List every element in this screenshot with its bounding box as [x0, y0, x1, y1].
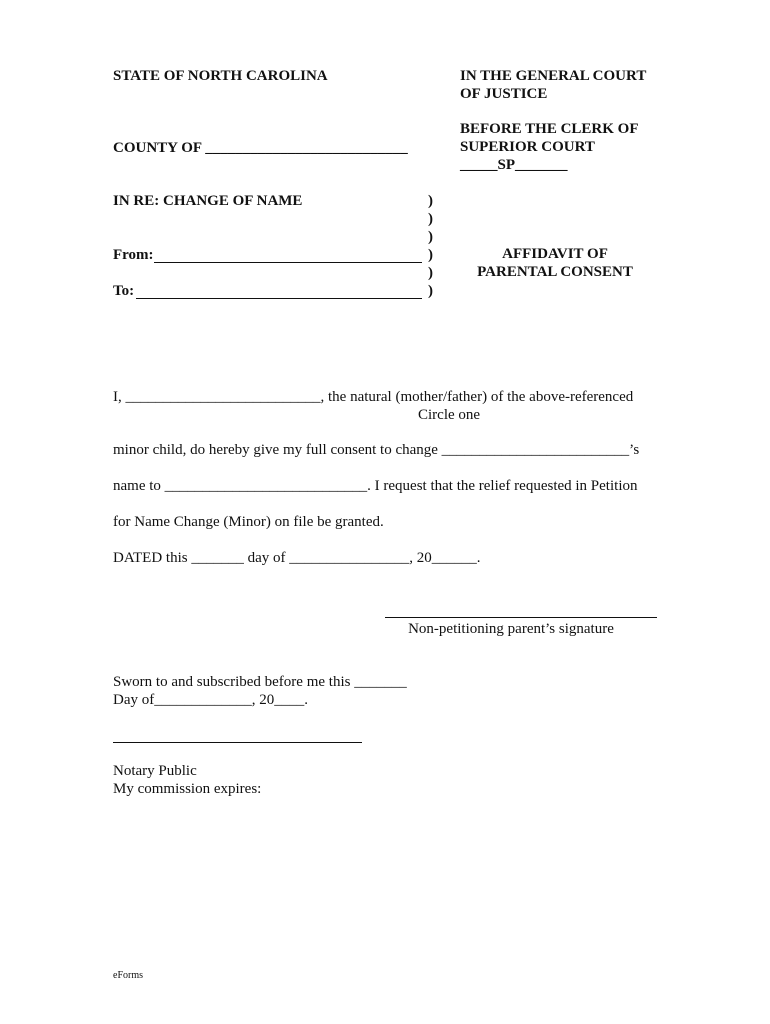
title-line-1: AFFIDAVIT OF [502, 246, 608, 262]
signature-line [385, 617, 657, 618]
file-number: _____SP_______ [460, 157, 568, 173]
clerk-line-2: SUPERIOR COURT [460, 139, 595, 155]
caption-paren-4: ) [428, 247, 433, 263]
body-line-4: for Name Change (Minor) on file be granted. [113, 514, 384, 530]
in-re-label: IN RE: CHANGE OF NAME [113, 193, 303, 209]
caption-paren-2: ) [428, 211, 433, 227]
circle-one-note: Circle one [418, 407, 481, 423]
court-line-1: IN THE GENERAL COURT [460, 68, 647, 84]
signature-label: Non-petitioning parent’s signature [408, 621, 614, 637]
commission-expires-label: My commission expires: [113, 781, 262, 797]
sworn-line: Sworn to and subscribed before me this _______ [113, 674, 407, 690]
notary-signature-line [113, 742, 362, 743]
caption-paren-3: ) [428, 229, 433, 245]
body-line-1: I, __________________________, the natural (mother/father) of the above-referenced [113, 389, 634, 405]
clerk-line-1: BEFORE THE CLERK OF [460, 121, 639, 137]
county-line: COUNTY OF ___________________________ [113, 140, 408, 156]
to-label: To: [113, 283, 135, 299]
day-of-line: Day of_____________, 20____. [113, 692, 308, 708]
caption-paren-6: ) [428, 283, 433, 299]
to-blank-line [136, 298, 422, 299]
from-label: From: [113, 247, 154, 263]
caption-paren-5: ) [428, 265, 433, 281]
dated-line: DATED this _______ day of ________________, 20______. [113, 550, 481, 566]
state-heading: STATE OF NORTH CAROLINA [113, 68, 328, 84]
caption-paren-1: ) [428, 193, 433, 209]
notary-public-label: Notary Public [113, 763, 197, 779]
eforms-footer: eForms [113, 970, 143, 981]
court-line-2: OF JUSTICE [460, 86, 548, 102]
body-line-3: name to ___________________________. I request that the relief requested in Petition [113, 478, 638, 494]
title-line-2: PARENTAL CONSENT [477, 264, 633, 280]
body-line-2: minor child, do hereby give my full consent to change _________________________’s [113, 442, 640, 458]
from-blank-line [154, 262, 422, 263]
